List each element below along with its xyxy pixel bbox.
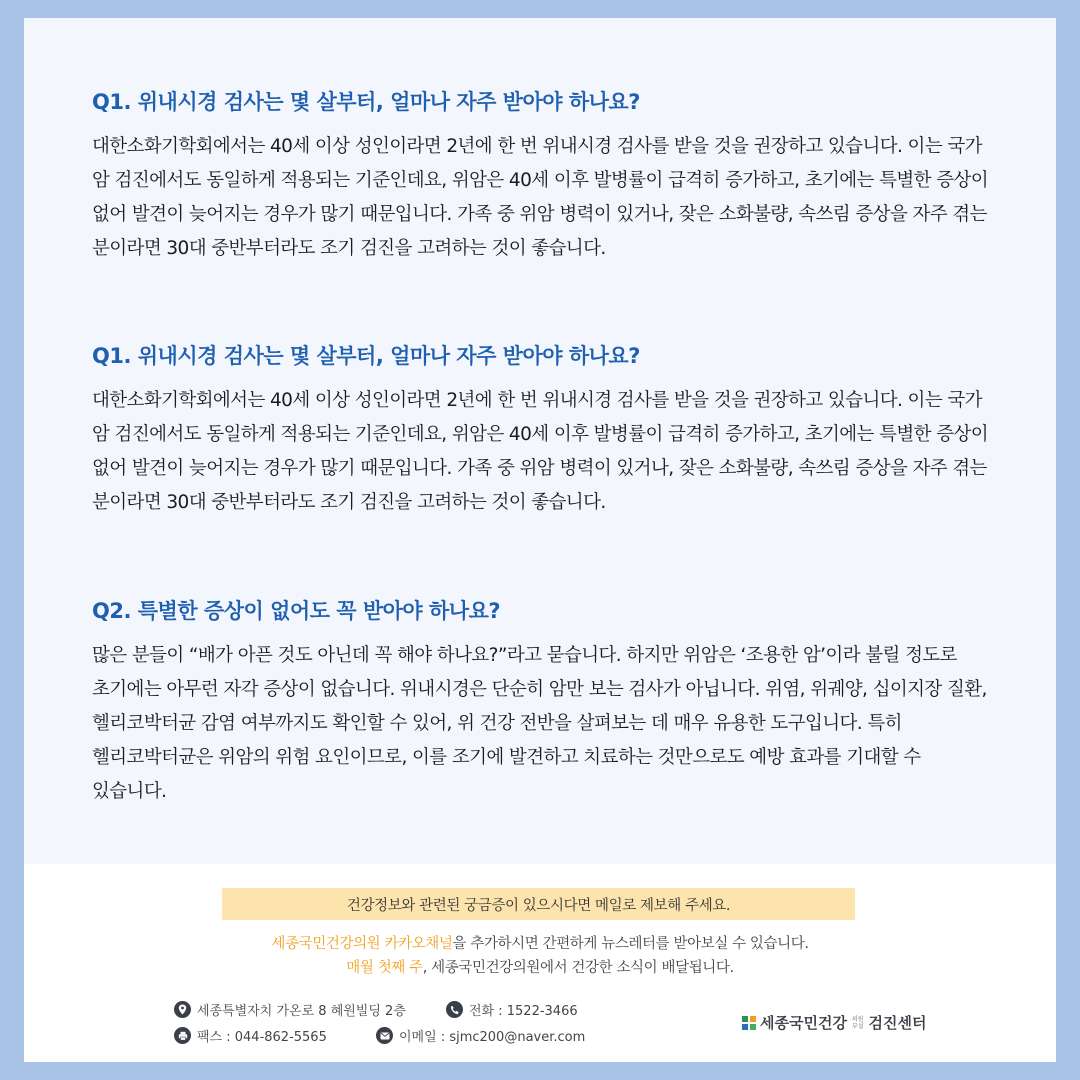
address-item	[174, 1000, 406, 1019]
printer-icon	[174, 1027, 191, 1044]
logo-small-1: 의원	[851, 1015, 864, 1023]
address-text: 세종특별자치 가온로 8 혜원빌딩 2층	[197, 1004, 406, 1019]
phone-icon	[446, 1001, 463, 1018]
email-text[interactable]: 이메일 : sjmc200@naver.com	[399, 1030, 586, 1045]
question-heading: Q2. 특별한 증상이 없어도 꼭 받아야 하나요?	[92, 599, 501, 623]
logo-name-2: 검진센터	[868, 1014, 927, 1032]
location-pin-icon	[174, 1001, 191, 1018]
qa-section-1	[92, 86, 992, 266]
logo-mark-icon	[742, 1016, 756, 1030]
question-heading: Q1. 위내시경 검사는 몇 살부터, 얼마나 자주 받아야 하나요?	[92, 344, 640, 368]
qa-section-2	[92, 340, 992, 520]
fax-item	[174, 1026, 327, 1045]
answer-text: 대한소화기학회에서는 40세 이상 성인이라면 2년에 한 번 위내시경 검사를 받을 것을 권장하고 있습니다. 이는 국가 암 검진에서도 동일하게 적용되는 기준인데요, 위암은 40세 이후 발병률이 급격히 증가하고, 초기에는 특별한 증상이 없어 발견이 늦어지는 경우가 많기 때문입니다. 가족 중 위암 병력이 있거나, 잦은 소화불량, 속쓰림 증상을 자주 겪는 분이라면 30대 중반부터라도 조기 검진을 고려하는 것이 좋습니다.	[92, 136, 989, 259]
newsletter-line-1-text: 을 추가하시면 간편하게 뉴스레터를 받아보실 수 있습니다.	[452, 936, 809, 952]
content-card	[24, 18, 1056, 864]
kakao-channel-highlight: 세종국민건강의원 카카오채널	[271, 936, 453, 952]
contact-banner: 건강정보와 관련된 궁금증이 있으시다면 메일로 제보해 주세요.	[222, 888, 855, 920]
clinic-logo	[742, 1012, 927, 1033]
mail-icon	[376, 1027, 393, 1044]
logo-small-2: 부설	[851, 1022, 864, 1030]
question-heading: Q1. 위내시경 검사는 몇 살부터, 얼마나 자주 받아야 하나요?	[92, 90, 640, 114]
phone-item	[446, 1000, 578, 1019]
email-item	[376, 1026, 585, 1045]
newsletter-info	[24, 932, 1056, 980]
newsletter-line-2	[24, 956, 1056, 980]
newsletter-line-2-text: , 세종국민건강의원에서 건강한 소식이 배달됩니다.	[422, 960, 734, 976]
phone-text[interactable]: 전화 : 1522-3466	[469, 1004, 578, 1019]
schedule-highlight: 매월 첫째 주	[346, 960, 423, 976]
newsletter-line-1	[24, 932, 1056, 956]
answer-text: 대한소화기학회에서는 40세 이상 성인이라면 2년에 한 번 위내시경 검사를 받을 것을 권장하고 있습니다. 이는 국가 암 검진에서도 동일하게 적용되는 기준인데요, 위암은 40세 이후 발병률이 급격히 증가하고, 초기에는 특별한 증상이 없어 발견이 늦어지는 경우가 많기 때문입니다. 가족 중 위암 병력이 있거나, 잦은 소화불량, 속쓰림 증상을 자주 겪는 분이라면 30대 중반부터라도 조기 검진을 고려하는 것이 좋습니다.	[92, 390, 989, 513]
answer-text: 많은 분들이 “배가 아픈 것도 아닌데 꼭 해야 하나요?”라고 묻습니다. 하지만 위암은 ‘조용한 암’이라 불릴 정도로 초기에는 아무런 자각 증상이 없습니다. 위내시경은 단순히 암만 보는 검사가 아닙니다. 위염, 위궤양, 십이지장 질환, 헬리코박터균 감염 여부까지도 확인할 수 있어, 위 건강 전반을 살펴보는 데 매우 유용한 도구입니다. 특히 헬리코박터균은 위암의 위험 요인이므로, 이를 조기에 발견하고 치료하는 것만으로도 예방 효과를 기대할 수 있습니다.	[92, 645, 987, 802]
footer	[24, 864, 1056, 1062]
fax-text: 팩스 : 044-862-5565	[197, 1030, 327, 1045]
logo-small-text	[852, 1016, 864, 1030]
logo-name: 세종국민건강	[760, 1014, 847, 1032]
qa-section-3	[92, 595, 992, 809]
